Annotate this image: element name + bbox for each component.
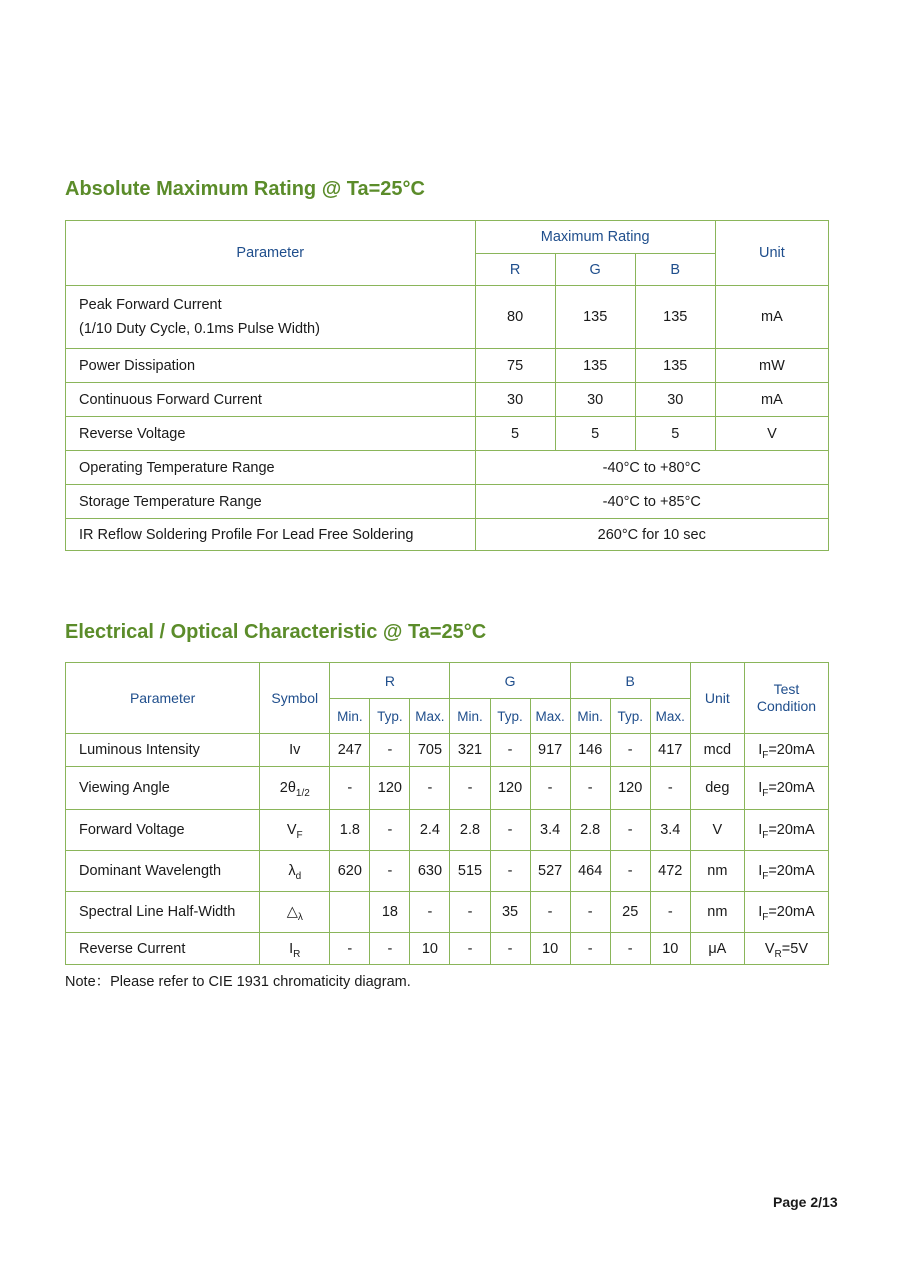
header-min: Min. bbox=[330, 699, 370, 734]
unit-cell: μA bbox=[690, 933, 744, 965]
value-cell: - bbox=[490, 933, 530, 965]
value-cell: 18 bbox=[370, 892, 410, 933]
test-line: Test bbox=[773, 681, 800, 697]
header-b: B bbox=[635, 254, 715, 286]
value-unit: V bbox=[715, 417, 828, 451]
value-cell: 3.4 bbox=[530, 810, 570, 851]
value-cell: 25 bbox=[610, 892, 650, 933]
value-cell: - bbox=[610, 734, 650, 767]
symbol-subscript: d bbox=[295, 870, 302, 882]
header-r: R bbox=[330, 663, 450, 699]
condition-main: I bbox=[758, 822, 763, 838]
value-cell: - bbox=[570, 892, 610, 933]
param-cell bbox=[66, 286, 476, 349]
condition-rest: =20mA bbox=[768, 904, 815, 920]
param-cell: Viewing Angle bbox=[66, 767, 260, 810]
table-row bbox=[66, 349, 829, 383]
header-max: Max. bbox=[530, 699, 570, 734]
value-cell: - bbox=[450, 933, 490, 965]
header-g: G bbox=[450, 663, 570, 699]
value-g: 135 bbox=[555, 349, 635, 383]
condition-main: I bbox=[758, 742, 763, 758]
header-test-condition bbox=[744, 663, 828, 734]
value-cell: - bbox=[650, 767, 690, 810]
value-cell: - bbox=[370, 810, 410, 851]
param-cell: IR Reflow Soldering Profile For Lead Free Soldering bbox=[66, 519, 476, 551]
param-cell: Spectral Line Half-Width bbox=[66, 892, 260, 933]
range-value: -40°C to +85°C bbox=[475, 485, 828, 519]
value-cell: - bbox=[450, 892, 490, 933]
condition-rest: =20mA bbox=[768, 742, 815, 758]
value-cell: - bbox=[410, 892, 450, 933]
value-cell: 417 bbox=[650, 734, 690, 767]
range-value: 260°C for 10 sec bbox=[475, 519, 828, 551]
symbol-main: △ bbox=[286, 904, 298, 920]
symbol-main: V bbox=[286, 822, 297, 838]
header-max-rating: Maximum Rating bbox=[475, 221, 715, 254]
table-row bbox=[66, 810, 829, 851]
table-row bbox=[66, 851, 829, 892]
value-cell: 10 bbox=[650, 933, 690, 965]
header-g: G bbox=[555, 254, 635, 286]
symbol-subscript: F bbox=[296, 829, 303, 841]
value-r: 5 bbox=[475, 417, 555, 451]
test-condition-cell bbox=[744, 851, 828, 892]
test-condition-cell bbox=[744, 810, 828, 851]
electrical-optical-table bbox=[65, 662, 829, 965]
condition-subscript: F bbox=[762, 787, 769, 799]
condition-rest: =20mA bbox=[768, 780, 815, 796]
param-cell: Reverse Current bbox=[66, 933, 260, 965]
value-cell bbox=[330, 892, 370, 933]
absolute-maximum-rating-table bbox=[65, 220, 829, 551]
value-cell: 620 bbox=[330, 851, 370, 892]
param-line: (1/10 Duty Cycle, 0.1ms Pulse Width) bbox=[79, 321, 320, 337]
value-cell: - bbox=[610, 933, 650, 965]
header-max: Max. bbox=[410, 699, 450, 734]
symbol-main: I bbox=[289, 940, 294, 957]
value-g: 5 bbox=[555, 417, 635, 451]
header-typ: Typ. bbox=[370, 699, 410, 734]
test-condition-cell bbox=[744, 767, 828, 810]
param-cell: Luminous Intensity bbox=[66, 734, 260, 767]
value-cell: 515 bbox=[450, 851, 490, 892]
table-row bbox=[66, 892, 829, 933]
header-typ: Typ. bbox=[490, 699, 530, 734]
param-cell: Operating Temperature Range bbox=[66, 451, 476, 485]
header-b: B bbox=[570, 663, 690, 699]
value-cell: 2.8 bbox=[450, 810, 490, 851]
unit-cell: mcd bbox=[690, 734, 744, 767]
value-g: 135 bbox=[555, 286, 635, 349]
symbol-main: Iv bbox=[289, 742, 301, 758]
symbol-subscript: 1/2 bbox=[295, 787, 310, 799]
value-unit: mA bbox=[715, 383, 828, 417]
value-b: 5 bbox=[635, 417, 715, 451]
value-cell: 35 bbox=[490, 892, 530, 933]
value-cell: 472 bbox=[650, 851, 690, 892]
symbol-cell bbox=[260, 851, 330, 892]
header-unit: Unit bbox=[715, 221, 828, 286]
condition-subscript: F bbox=[762, 749, 769, 761]
value-cell: - bbox=[330, 767, 370, 810]
value-b: 135 bbox=[635, 286, 715, 349]
value-cell: - bbox=[570, 767, 610, 810]
value-cell: 120 bbox=[490, 767, 530, 810]
symbol-cell bbox=[260, 892, 330, 933]
header-typ: Typ. bbox=[610, 699, 650, 734]
param-cell: Reverse Voltage bbox=[66, 417, 476, 451]
unit-cell: V bbox=[690, 810, 744, 851]
value-cell: 120 bbox=[370, 767, 410, 810]
table-row bbox=[66, 767, 829, 810]
header-symbol: Symbol bbox=[260, 663, 330, 734]
value-cell: - bbox=[330, 933, 370, 965]
eo-title: Electrical / Optical Characteristic @ Ta=25°C bbox=[65, 621, 487, 643]
header-min: Min. bbox=[450, 699, 490, 734]
value-cell: - bbox=[370, 933, 410, 965]
value-cell: - bbox=[370, 734, 410, 767]
value-cell: - bbox=[530, 892, 570, 933]
table-row bbox=[66, 485, 829, 519]
condition-subscript: F bbox=[762, 911, 769, 923]
condition-rest: =20mA bbox=[768, 822, 815, 838]
condition-rest: =20mA bbox=[768, 863, 815, 879]
header-parameter: Parameter bbox=[66, 221, 476, 286]
condition-rest: =5V bbox=[781, 940, 808, 957]
value-cell: 1.8 bbox=[330, 810, 370, 851]
param-cell: Forward Voltage bbox=[66, 810, 260, 851]
value-cell: 10 bbox=[530, 933, 570, 965]
value-cell: 120 bbox=[610, 767, 650, 810]
table-row bbox=[66, 734, 829, 767]
param-cell: Continuous Forward Current bbox=[66, 383, 476, 417]
unit-cell: deg bbox=[690, 767, 744, 810]
symbol-cell bbox=[260, 767, 330, 810]
value-cell: 247 bbox=[330, 734, 370, 767]
value-cell: 10 bbox=[410, 933, 450, 965]
condition-subscript: R bbox=[774, 948, 782, 960]
value-cell: - bbox=[490, 734, 530, 767]
symbol-main: λ bbox=[288, 863, 296, 879]
value-unit: mA bbox=[715, 286, 828, 349]
value-cell: - bbox=[450, 767, 490, 810]
page-number: Page 2/13 bbox=[773, 1194, 838, 1210]
condition-subscript: F bbox=[762, 829, 769, 841]
header-unit: Unit bbox=[690, 663, 744, 734]
symbol-main: 2θ bbox=[279, 780, 296, 796]
symbol-cell bbox=[260, 734, 330, 767]
param-cell: Storage Temperature Range bbox=[66, 485, 476, 519]
condition-subscript: F bbox=[762, 870, 769, 882]
condition-main: I bbox=[758, 780, 763, 796]
value-cell: - bbox=[570, 933, 610, 965]
value-cell: - bbox=[610, 851, 650, 892]
param-cell: Dominant Wavelength bbox=[66, 851, 260, 892]
table-row bbox=[66, 933, 829, 965]
value-cell: 321 bbox=[450, 734, 490, 767]
value-cell: 630 bbox=[410, 851, 450, 892]
header-parameter: Parameter bbox=[66, 663, 260, 734]
value-r: 30 bbox=[475, 383, 555, 417]
symbol-cell bbox=[260, 810, 330, 851]
value-cell: 705 bbox=[410, 734, 450, 767]
value-cell: 2.4 bbox=[410, 810, 450, 851]
value-cell: - bbox=[530, 767, 570, 810]
test-condition-cell bbox=[744, 933, 828, 965]
value-cell: - bbox=[650, 892, 690, 933]
abs-max-title: Absolute Maximum Rating @ Ta=25°C bbox=[65, 178, 425, 200]
table-row bbox=[66, 519, 829, 551]
symbol-subscript: λ bbox=[297, 911, 303, 923]
condition-main: I bbox=[758, 863, 763, 879]
value-cell: 527 bbox=[530, 851, 570, 892]
unit-cell: nm bbox=[690, 892, 744, 933]
condition-main: I bbox=[758, 904, 763, 920]
table-row bbox=[66, 451, 829, 485]
table-row bbox=[66, 417, 829, 451]
test-condition-cell bbox=[744, 892, 828, 933]
value-cell: - bbox=[490, 810, 530, 851]
value-b: 30 bbox=[635, 383, 715, 417]
value-cell: - bbox=[610, 810, 650, 851]
value-g: 30 bbox=[555, 383, 635, 417]
header-min: Min. bbox=[570, 699, 610, 734]
table-row bbox=[66, 286, 829, 349]
value-cell: 3.4 bbox=[650, 810, 690, 851]
range-value: -40°C to +80°C bbox=[475, 451, 828, 485]
value-cell: - bbox=[370, 851, 410, 892]
value-r: 75 bbox=[475, 349, 555, 383]
value-cell: 2.8 bbox=[570, 810, 610, 851]
test-condition-cell bbox=[744, 734, 828, 767]
condition-line: Condition bbox=[756, 698, 817, 714]
param-cell: Power Dissipation bbox=[66, 349, 476, 383]
value-r: 80 bbox=[475, 286, 555, 349]
header-r: R bbox=[475, 254, 555, 286]
value-cell: 146 bbox=[570, 734, 610, 767]
note: Note：Please refer to CIE 1931 chromaticity diagram. bbox=[65, 974, 411, 990]
value-unit: mW bbox=[715, 349, 828, 383]
condition-main: V bbox=[764, 940, 775, 957]
value-b: 135 bbox=[635, 349, 715, 383]
param-line: Peak Forward Current bbox=[79, 297, 222, 313]
unit-cell: nm bbox=[690, 851, 744, 892]
symbol-cell bbox=[260, 933, 330, 965]
table-row bbox=[66, 383, 829, 417]
value-cell: 917 bbox=[530, 734, 570, 767]
value-cell: 464 bbox=[570, 851, 610, 892]
header-max: Max. bbox=[650, 699, 690, 734]
symbol-subscript: R bbox=[293, 948, 301, 960]
value-cell: - bbox=[410, 767, 450, 810]
value-cell: - bbox=[490, 851, 530, 892]
